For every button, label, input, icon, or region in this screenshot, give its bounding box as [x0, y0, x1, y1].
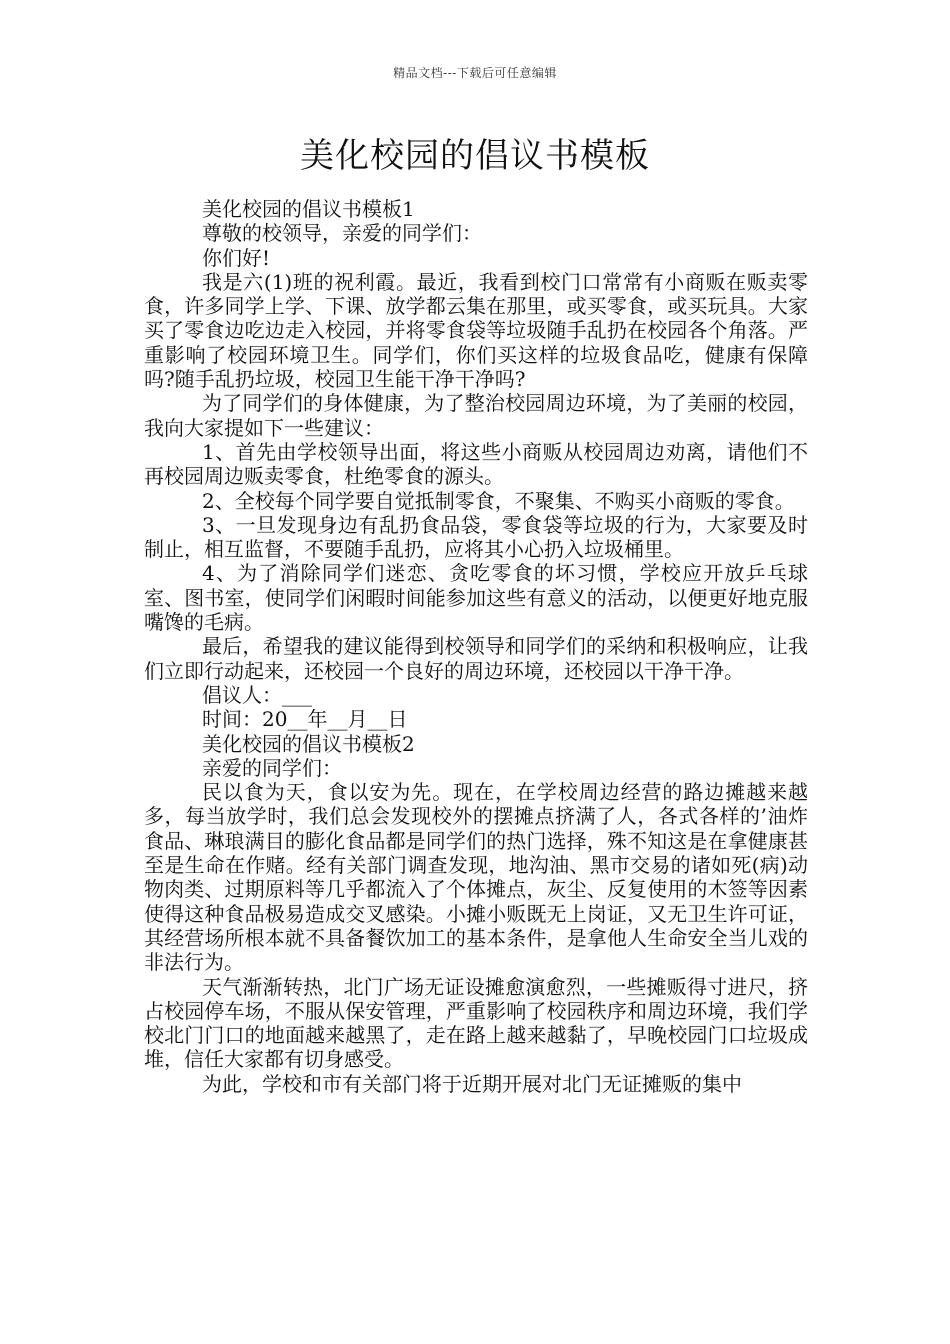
- document-title: 美化校园的倡议书模板: [300, 136, 650, 176]
- paragraph: 民以食为天，食以安为先。现在，在学校周边经营的路边摊越来越多，每当放学时，我们总会发现校外的摆摊点挤满了人，各式各样的’油炸食品、琳琅满目的膨化食品都是同学们的热门选择，殊不知这是在拿健康甚至是生命在作赌。经有关部门调查发现，地沟油、黑市交易的诸如死(病)动物肉类、过期原料等几乎都流入了个体摊点，灰尘、反复使用的木签等因素使得这种食品极易造成交叉感染。小摊小贩既无上岗证，又无卫生许可证，其经营场所根本就不具备餐饮加工的基本条件，是拿他人生命安全当儿戏的非法行为。: [144, 780, 808, 975]
- suggestion-item-2: 2、全校每个同学要自觉抵制零食，不聚集、不购买小商贩的零食。: [202, 488, 795, 513]
- suggestion-item-3: 3、一旦发现身边有乱扔食品袋，零食袋等垃圾的行为，大家要及时制止，相互监督，不要随手乱扔，应将其小心扔入垃圾桶里。: [144, 512, 808, 562]
- document-body: [144, 197, 808, 1096]
- suggestion-item-1: 1、首先由学校领导出面，将这些小商贩从校园周边劝离，请他们不再校园周边贩卖零食，杜绝零食的源头。: [144, 439, 808, 489]
- paragraph: 天气渐渐转热，北门广场无证设摊愈演愈烈，一些摊贩得寸进尺，挤占校园停车场，不服从保安管理，严重影响了校园秩序和周边环境，我们学校北门门口的地面越来越黑了，走在路上越来越黏了，早晚校园门口垃圾成堆，信任大家都有切身感受。: [144, 974, 808, 1072]
- section-heading-1: 美化校园的倡议书模板1: [202, 197, 415, 221]
- salutation: 亲爱的同学们：: [202, 755, 342, 780]
- suggestion-item-4: 4、为了消除同学们迷恋、贪吃零食的坏习惯，学校应开放乒乓球室、图书室，使同学们闲暇时间能参加这些有意义的活动，以便更好地克服嘴馋的毛病。: [144, 561, 808, 635]
- paragraph: 最后，希望我的建议能得到校领导和同学们的采纳和积极响应，让我们立即行动起来，还校园一个良好的周边环境，还校园以干净干净。: [144, 634, 808, 683]
- signature-line: 倡议人：___: [202, 682, 312, 707]
- salutation: 尊敬的校领导，亲爱的同学们：: [202, 221, 482, 246]
- section-heading-2: 美化校园的倡议书模板2: [202, 731, 415, 756]
- paragraph: 为了同学们的身体健康，为了整治校园周边环境，为了美丽的校园，我向大家提如下一些建议：: [144, 391, 808, 440]
- page-header-note: 精品文档---下载后可任意编辑: [393, 66, 557, 80]
- greeting: 你们好!: [202, 245, 271, 270]
- paragraph: 我是六(1)班的祝利霞。最近，我看到校门口常常有小商贩在贩卖零食，许多同学上学、下课、放学都云集在那里，或买零食，或买玩具。大家买了零食边吃边走入校园，并将零食袋等垃圾随手乱扔在校园各个角落。严重影响了校园环境卫生。同学们，你们买这样的垃圾食品吃，健康有保障吗?随手乱扔垃圾，校园卫生能干净干净吗?: [144, 269, 808, 392]
- paragraph: 为此，学校和市有关部门将于近期开展对北门无证摊贩的集中: [202, 1071, 742, 1096]
- date-line: 时间：20__年__月__日: [202, 707, 408, 732]
